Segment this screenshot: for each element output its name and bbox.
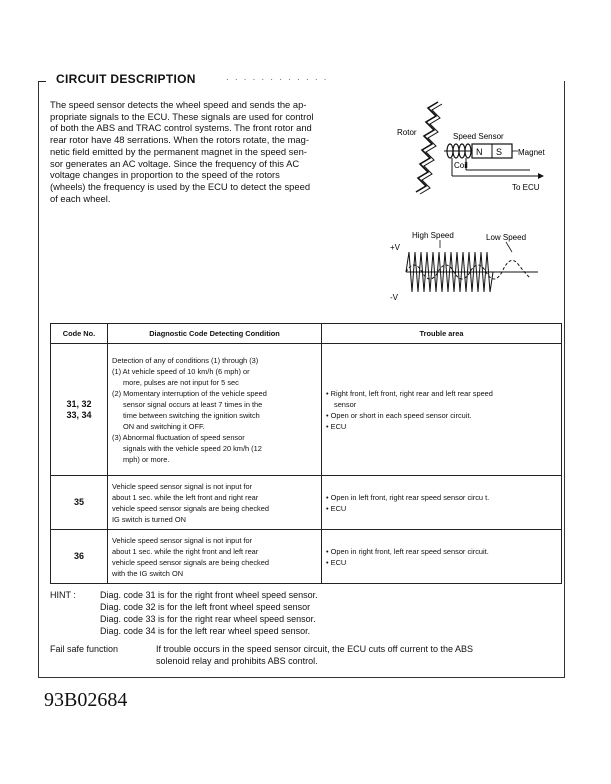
trouble-line: • Open in left front, right rear speed sensor circu t. (326, 492, 490, 502)
hint-row (50, 613, 318, 625)
header-condition: Diagnostic Code Detecting Condition (108, 324, 322, 344)
magnet-pole-s: S (496, 147, 503, 157)
trouble-line: • Open in right front, left rear speed sensor circuit. (326, 546, 489, 556)
hint-row (50, 601, 318, 613)
code-number: 31, 32 (66, 398, 92, 409)
condition-line: (2) Momentary interruption of the vehicle speed (112, 388, 267, 398)
condition-line: more, pulses are not input for 5 sec (123, 377, 239, 387)
code-number: 35 (73, 497, 84, 507)
hint-line: Diag. code 34 is for the left rear wheel speed sensor. (100, 626, 311, 636)
hint-line: Diag. code 32 is for the left front wheel speed sensor (100, 602, 311, 612)
hint-block (50, 589, 318, 637)
title-dotted-rule: · · · · · · · · · · · · (226, 75, 329, 84)
trouble-line: • ECU (326, 557, 347, 567)
rotor-label: Rotor (397, 128, 417, 137)
trouble-line: • Right front, left front, right rear and left rear speed (326, 388, 493, 398)
condition-line: IG switch is turned ON (112, 514, 186, 524)
description-line: of both the ABS and TRAC control systems. The front rotor and (50, 122, 312, 134)
speed-sensor-label: Speed Sensor (453, 132, 504, 141)
table-row (51, 344, 562, 476)
description-line: (wheels) the frequency is used by the ECU to detect the speed (50, 180, 311, 192)
hint-label: HINT : (50, 590, 76, 600)
to-ecu-label: To ECU (512, 183, 540, 192)
speed-sensor-diagram (380, 98, 560, 208)
condition-cell (108, 530, 322, 584)
condition-line: Vehicle speed sensor signal is not input for (112, 535, 253, 545)
condition-line: with the IG switch ON (112, 568, 184, 578)
trouble-cell (322, 530, 562, 584)
table-header-row (51, 324, 562, 344)
table-row (51, 530, 562, 584)
fail-safe-block (50, 643, 473, 667)
description-line: The speed sensor detects the wheel speed and sends the ap- (50, 99, 307, 110)
circuit-description (50, 99, 368, 204)
hint-line: Diag. code 33 is for the right rear wheel speed sensor. (100, 614, 316, 624)
description-line: voltage changes in proportion to the speed of the rotors (50, 169, 280, 181)
coil-label: Coil (454, 161, 468, 170)
hint-row (50, 589, 318, 601)
minus-v-label: -V (390, 293, 398, 302)
condition-line: sensor signal occurs at least 7 times in the (123, 399, 263, 409)
description-line: netic field emitted by the permanent magnet in the speed sen- (50, 145, 307, 157)
frame-top-rule-left (38, 81, 46, 82)
condition-line: vehicle speed sensor signals are being checked (112, 557, 269, 567)
trouble-line: • Open or short in each speed sensor circuit. (326, 410, 472, 420)
condition-cell (108, 476, 322, 530)
code-cell (51, 344, 108, 476)
condition-line: Detection of any of conditions (1) through (3) (112, 355, 259, 365)
high-speed-label: High Speed (412, 231, 454, 240)
fail-safe-line: solenoid relay and prohibits ABS control. (156, 656, 318, 666)
description-line: propriate signals to the ECU. These signals are used for control (50, 110, 314, 122)
hint-line: Diag. code 31 is for the right front wheel speed sensor. (100, 590, 318, 600)
trouble-line: sensor (334, 399, 357, 409)
condition-line: vehicle speed sensor signals are being checked (112, 503, 269, 513)
waveform-diagram (388, 228, 563, 308)
condition-line: (3) Abnormal fluctuation of speed sensor (112, 432, 245, 442)
magnet-label: Magnet (518, 148, 545, 157)
condition-line: about 1 sec. while the right front and left rear (112, 546, 259, 556)
plus-v-label: +V (390, 243, 401, 252)
header-code-no: Code No. (51, 324, 108, 344)
table-row (51, 476, 562, 530)
condition-line: mph) or more. (123, 454, 170, 464)
condition-line: ON and switching it OFF. (123, 421, 205, 431)
fail-safe-label: Fail safe function (50, 644, 119, 654)
trouble-line: • ECU (326, 421, 347, 431)
condition-cell (108, 344, 322, 476)
trouble-line: • ECU (326, 503, 347, 513)
low-speed-label: Low Speed (486, 233, 527, 242)
code-cell (51, 530, 108, 584)
trouble-cell (322, 344, 562, 476)
hint-row (50, 625, 318, 637)
description-line: rear rotor have 48 serrations. When the rotors rotate, the mag- (50, 134, 309, 146)
fail-safe-line: If trouble occurs in the speed sensor circuit, the ECU cuts off current to the ABS (156, 644, 473, 654)
code-number: 36 (73, 551, 84, 561)
condition-line: time between switching the ignition switch (123, 410, 260, 420)
description-line: of each wheel. (50, 192, 111, 204)
condition-line: about 1 sec. while the left front and right rear (112, 492, 259, 502)
code-cell (51, 476, 108, 530)
condition-line: signals with the vehicle speed 20 km/h (12 (123, 443, 262, 453)
document-id: 93B02684 (44, 689, 128, 711)
section-title: CIRCUIT DESCRIPTION (52, 72, 200, 86)
high-speed-waveform (406, 252, 493, 292)
header-trouble-area: Trouble area (322, 324, 562, 344)
diagnostic-code-table (50, 323, 562, 584)
description-line: sor generates an AC voltage. Since the frequency of this AC (50, 157, 300, 169)
magnet-pole-n: N (476, 147, 483, 157)
trouble-cell (322, 476, 562, 530)
condition-line: Vehicle speed sensor signal is not input for (112, 481, 253, 491)
condition-line: (1) At vehicle speed of 10 km/h (6 mph) or (112, 366, 250, 376)
code-number: 33, 34 (66, 409, 92, 420)
